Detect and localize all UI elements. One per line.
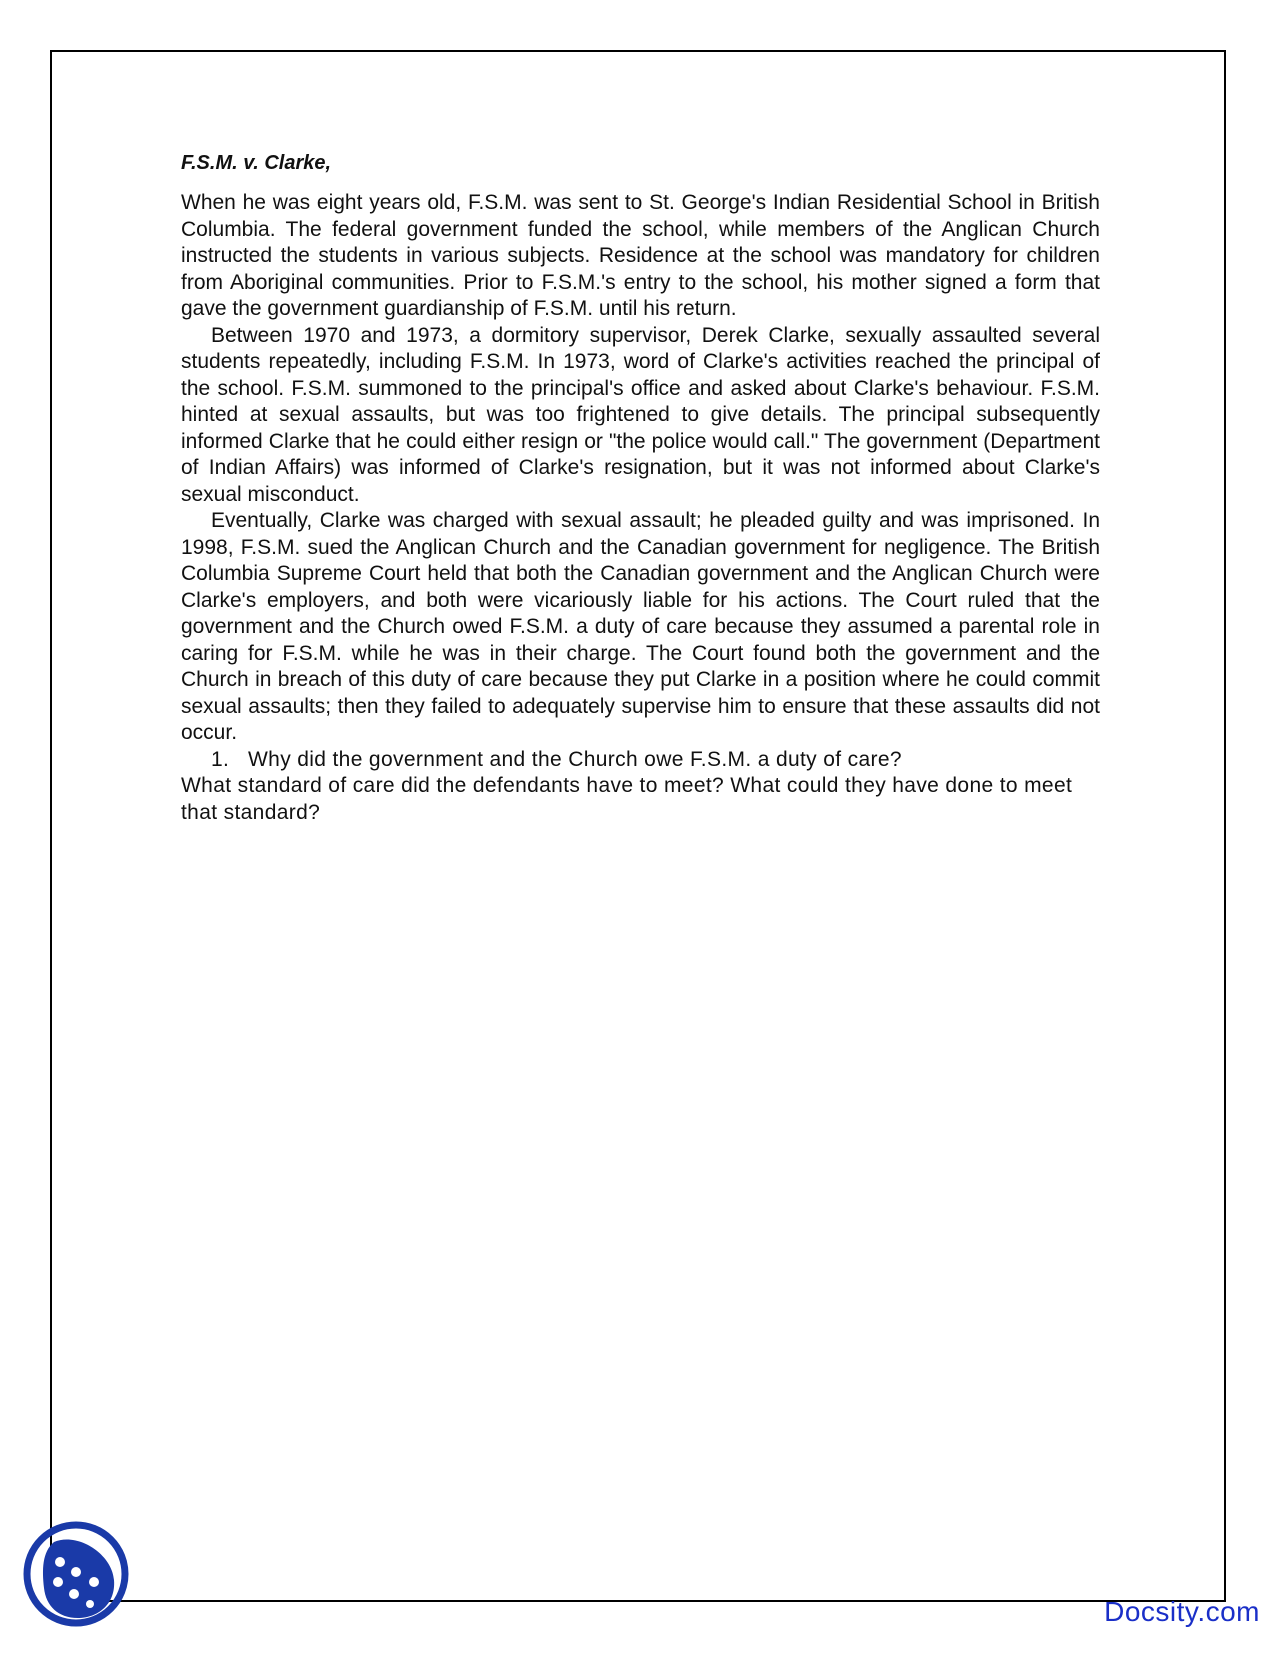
question-number: 1. <box>211 747 230 771</box>
paragraph-3: Eventually, Clarke was charged with sexual assault; he pleaded guilty and was imprisoned. In 1998, F.S.M. sued the Anglican Church and the Canadian government for negligence. The British Columbia Supreme Court held that both the Canadian government and the Anglican Church were Clarke's employers, and both were vicariously liable for his actions. The Court ruled that the government and the Church owed F.S.M. a duty of care because they assumed a parental role in caring for F.S.M. while he was in their charge. The Court found both the government and the Church in breach of this duty of care because they put Clarke in a position where he could commit sexual assaults; then they failed to adequately supervise him to ensure that these assaults did not occur. <box>181 509 1100 744</box>
question-text-rest: What standard of care did the defendants have to meet? What could they have done to meet that standard? <box>181 774 1073 824</box>
paragraph-1: When he was eight years old, F.S.M. was sent to St. George's Indian Residential School in British Columbia. The federal government funded the school, while members of the Anglican Church instructed the students in various subjects. Residence at the school was mandatory for children from Aboriginal communities. Prior to F.S.M.'s entry to the school, his mother signed a form that gave the government guardianship of F.S.M. until his return. <box>181 191 1100 320</box>
question-1 <box>181 747 1100 827</box>
question-text-line1: Why did the government and the Church owe F.S.M. a duty of care? <box>248 747 902 771</box>
paragraph-2: Between 1970 and 1973, a dormitory supervisor, Derek Clarke, sexually assaulted several students repeatedly, including F.S.M. In 1973, word of Clarke's activities reached the principal of the school. F.S.M. summoned to the principal's office and asked about Clarke's behaviour. F.S.M. hinted at sexual assaults, but was too frightened to give details. The principal subsequently informed Clarke that he could either resign or "the police would call." The government (Department of Indian Affairs) was informed of Clarke's resignation, but it was not informed about Clarke's sexual misconduct. <box>181 323 1100 506</box>
case-title: F.S.M. v. Clarke, <box>181 152 332 174</box>
docsity-logo-icon[interactable] <box>20 1518 132 1630</box>
document-body <box>181 150 1100 826</box>
question-first-line <box>181 747 1100 774</box>
docsity-brand-link[interactable]: Docsity.com <box>1104 1596 1260 1627</box>
